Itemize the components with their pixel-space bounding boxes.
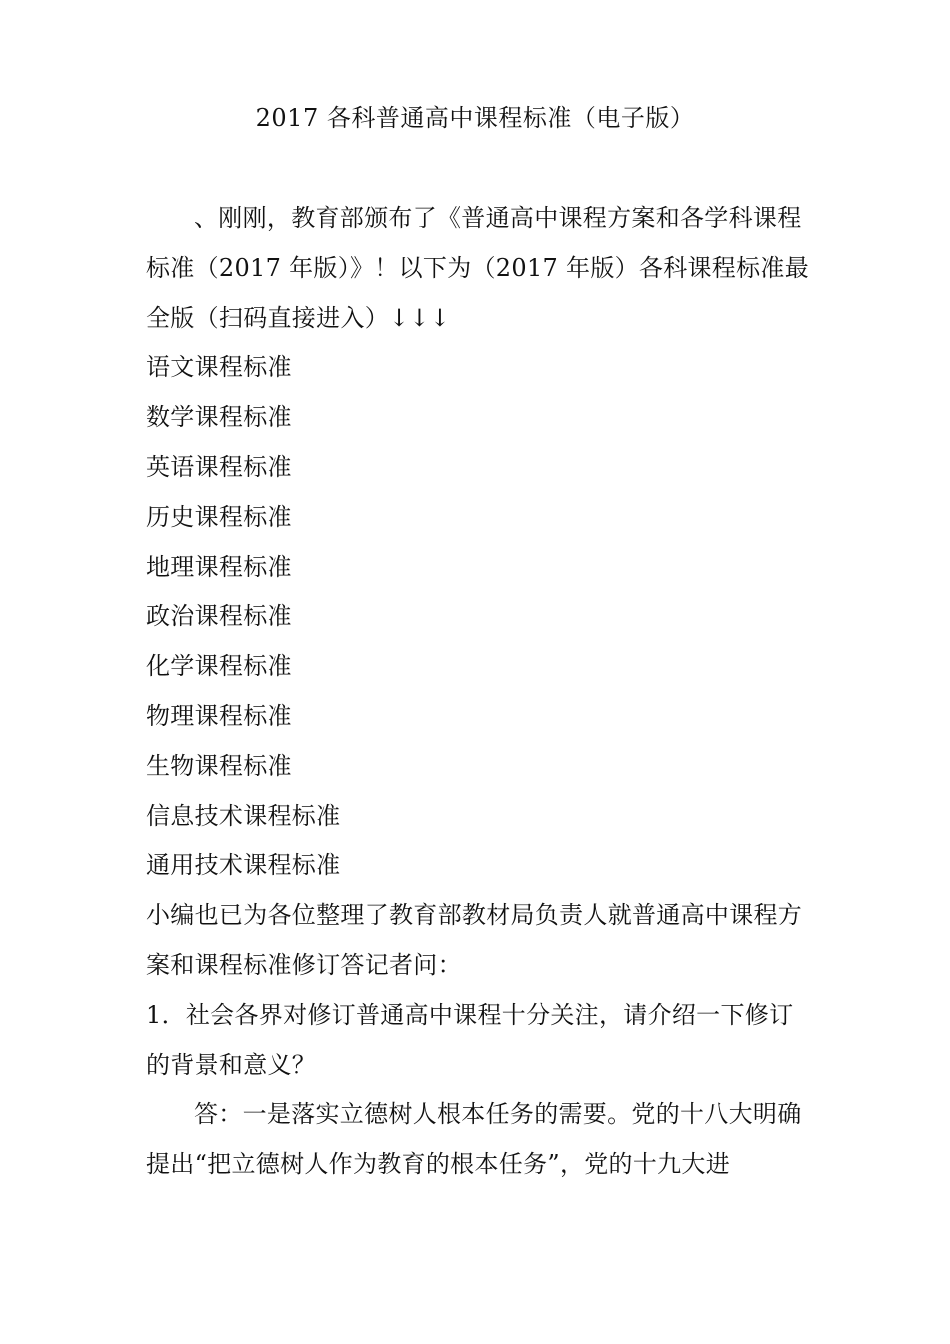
list-item-information-technology: 信息技术课程标准 (146, 801, 341, 830)
list-item-biology: 生物课程标准 (146, 751, 292, 780)
list-item-geography: 地理课程标准 (146, 552, 292, 581)
list-item-general-technology: 通用技术课程标准 (146, 851, 341, 880)
subject-list (146, 343, 811, 891)
list-item-physics: 物理课程标准 (146, 701, 292, 730)
answer-1: 答：一是落实立德树人根本任务的需要。党的十八大明确提出“把立德树人作为教育的根本任务”，党的十九大进 (146, 1100, 802, 1179)
list-item-chinese: 语文课程标准 (146, 353, 292, 382)
document-body (146, 194, 811, 1190)
note-paragraph: 小编也已为各位整理了教育部教材局负责人就普通高中课程方案和课程标准修订答记者问： (146, 901, 803, 979)
list-item-politics: 政治课程标准 (146, 602, 292, 631)
list-item-english: 英语课程标准 (146, 452, 292, 481)
list-item-math: 数学课程标准 (146, 403, 292, 432)
list-item-history: 历史课程标准 (146, 502, 292, 531)
list-item-chemistry: 化学课程标准 (146, 652, 292, 681)
document-title: 2017 各科普通高中课程标准（电子版） (255, 104, 695, 132)
question-1: 1．社会各界对修订普通高中课程十分关注，请介绍一下修订的背景和意义？ (146, 1000, 794, 1079)
intro-paragraph: 、刚刚，教育部颁布了《普通高中课程方案和各学科课程标准（2017 年版）》！以下为（2017 年版）各科课程标准最全版（扫码直接进入）↓↓↓ (146, 204, 810, 332)
